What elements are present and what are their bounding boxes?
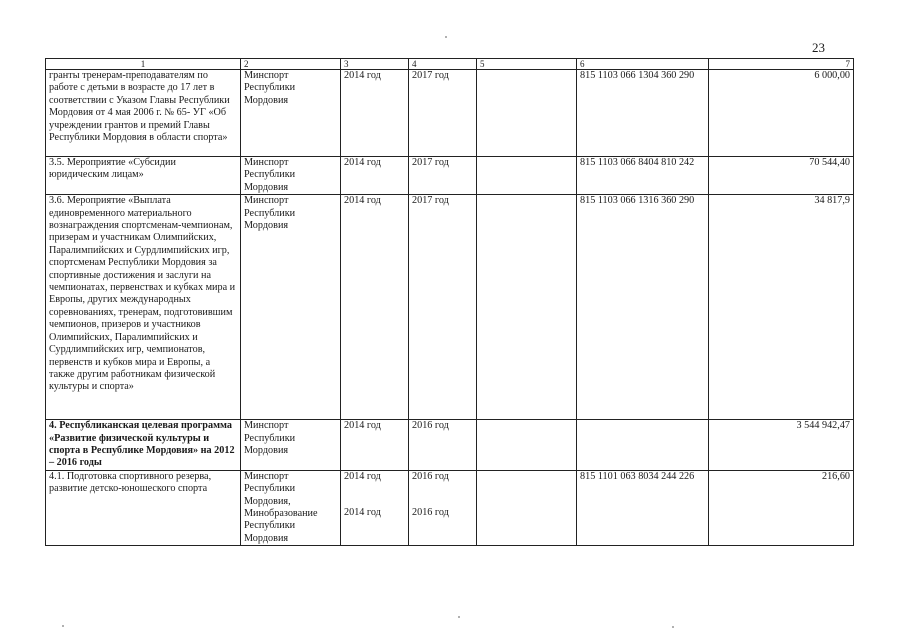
executor: Минобразование Республики Мордовия — [244, 508, 318, 544]
empty-cell — [477, 420, 577, 471]
end-year: 2017 год — [409, 195, 477, 420]
amount: 3 544 942,47 — [709, 420, 854, 471]
column-header: 6 — [577, 59, 709, 70]
amount: 216,60 — [709, 470, 854, 545]
start-year: 2014 год — [344, 470, 381, 482]
executor: Минспорт Республики Мордовия — [241, 195, 341, 420]
executor: Минспорт Республики Мордовия — [241, 157, 341, 195]
executor-cell — [241, 470, 341, 545]
empty-cell — [477, 70, 577, 157]
scan-speck — [458, 616, 460, 618]
program-name: 4. Республиканская целевая программа «Развитие физической культуры и спорта в Республике Мордовия» на 2012 – 2016 годы — [46, 420, 241, 471]
table-row — [46, 470, 854, 545]
start-year-cell — [341, 470, 409, 545]
column-header: 7 — [709, 59, 854, 70]
budget-code: 815 1103 066 1304 360 290 — [577, 70, 709, 157]
empty-cell — [477, 470, 577, 545]
column-header: 4 — [409, 59, 477, 70]
budget-code: 815 1103 066 8404 810 242 — [577, 157, 709, 195]
column-header: 3 — [341, 59, 409, 70]
column-header: 2 — [241, 59, 341, 70]
amount: 6 000,00 — [709, 70, 854, 157]
start-year: 2014 год — [341, 420, 409, 471]
table-row — [46, 157, 854, 195]
table-header-row — [46, 59, 854, 70]
budget-code: 815 1101 063 8034 244 226 — [577, 470, 709, 545]
scan-speck — [445, 36, 447, 38]
amount: 70 544,40 — [709, 157, 854, 195]
end-year-cell — [409, 470, 477, 545]
end-year: 2017 год — [409, 70, 477, 157]
measure-name: гранты тренерам-преподавателям по работе с детьми в возрасте до 17 лет в соответствии с Указом Главы Республики Мордовия от 4 мая 2006 г. № 65- УГ «Об учреждении грантов и премий Главы Республики Мордовия в области спорта» — [46, 70, 241, 157]
start-year: 2014 год — [341, 70, 409, 157]
budget-code: 815 1103 066 1316 360 290 — [577, 195, 709, 420]
end-year: 2016 год — [409, 420, 477, 471]
column-header: 5 — [477, 59, 577, 70]
measure-name: 3.5. Мероприятие «Субсидии юридическим лицам» — [46, 157, 241, 195]
amount: 34 817,9 — [709, 195, 854, 420]
table-row — [46, 195, 854, 420]
end-year: 2016 год — [412, 507, 449, 519]
column-header: 1 — [46, 59, 241, 70]
budget-code — [577, 420, 709, 471]
scan-speck — [62, 625, 64, 627]
empty-cell — [477, 195, 577, 420]
end-year: 2016 год — [412, 470, 449, 482]
end-year: 2017 год — [409, 157, 477, 195]
executor: Минспорт Республики Мордовия — [241, 420, 341, 471]
measure-name: 3.6. Мероприятие «Выплата единовременного материального вознаграждения спортсменам-чемпионам, призерам и участникам Олимпийских, Паралимпийских и Сурдлимпийских игр, спортсменам Республики Мордовия за спортивные достижения и заслуги на чемпионатах, первенствах и кубках мира и Европы, других международных соревнованиях, тренерам, подготовившим чемпионов, призеров и участников Олимпийских, Паралимпийских и Сурдлимпийских игр, чемпионатов, первенств и кубков мира и Европы, а также другим работникам физической культуры и спорта» — [46, 195, 241, 420]
table-row-program — [46, 420, 854, 471]
table-row — [46, 70, 854, 157]
page-number: 23 — [812, 40, 825, 55]
start-year: 2014 год — [344, 507, 381, 519]
measure-name: 4.1. Подготовка спортивного резерва, развитие детско-юношеского спорта — [46, 470, 241, 545]
scan-speck — [672, 626, 674, 628]
start-year: 2014 год — [341, 157, 409, 195]
executor: Минспорт Республики Мордовия — [241, 70, 341, 157]
empty-cell — [477, 157, 577, 195]
budget-table — [45, 58, 854, 546]
start-year: 2014 год — [341, 195, 409, 420]
executor: Минспорт Республики Мордовия, — [244, 470, 296, 507]
